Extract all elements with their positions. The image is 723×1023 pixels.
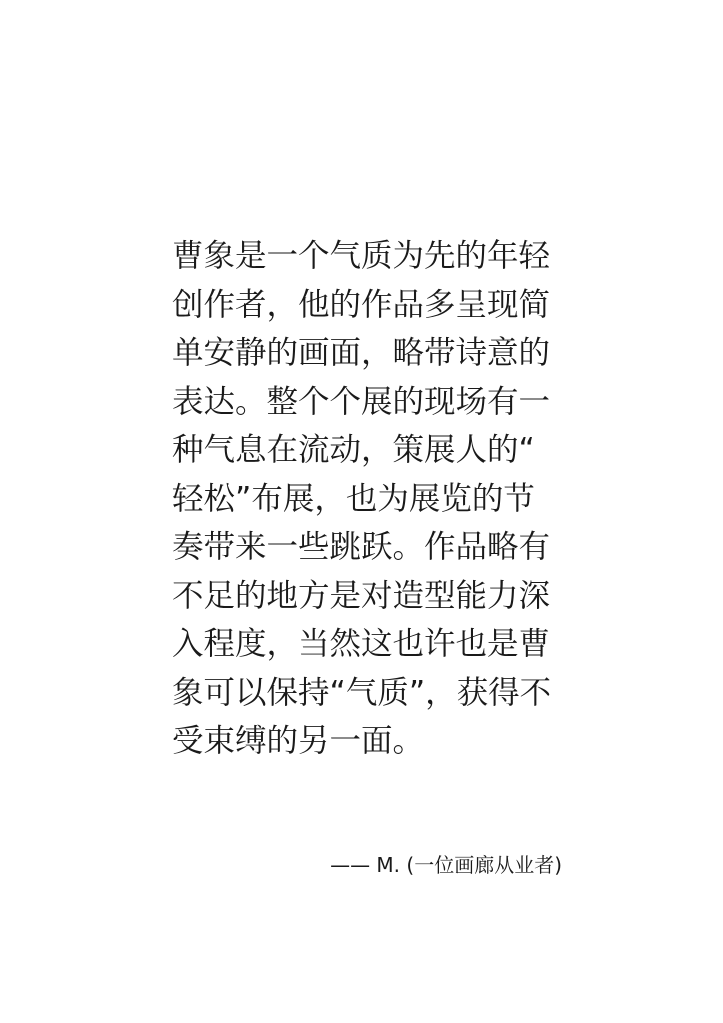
quote-line: 曹象是一个气质为先的年轻	[172, 238, 551, 274]
quote-line: 象可以保持“气质”，获得不	[172, 674, 552, 711]
quote-attribution: —— M. (一位画廊从业者)	[330, 853, 562, 877]
quote-line: 轻松”布展，也为展览的节	[172, 480, 535, 517]
quote-line: 不足的地方是对造型能力深	[172, 577, 551, 614]
quote-line: 奏带来一些跳跃。作品略有	[172, 529, 551, 565]
quote-line: 受束缚的另一面。	[172, 723, 425, 759]
quote-line: 种气息在流动，策展人的“	[172, 432, 535, 468]
quote-line: 单安静的画面，略带诗意的	[172, 335, 551, 371]
quote-line: 创作者，他的作品多呈现简	[172, 286, 551, 323]
quote-line: 表达。整个个展的现场有一	[172, 383, 551, 420]
quote-text	[172, 232, 562, 766]
quote-line: 入程度，当然这也许也是曹	[172, 626, 551, 662]
